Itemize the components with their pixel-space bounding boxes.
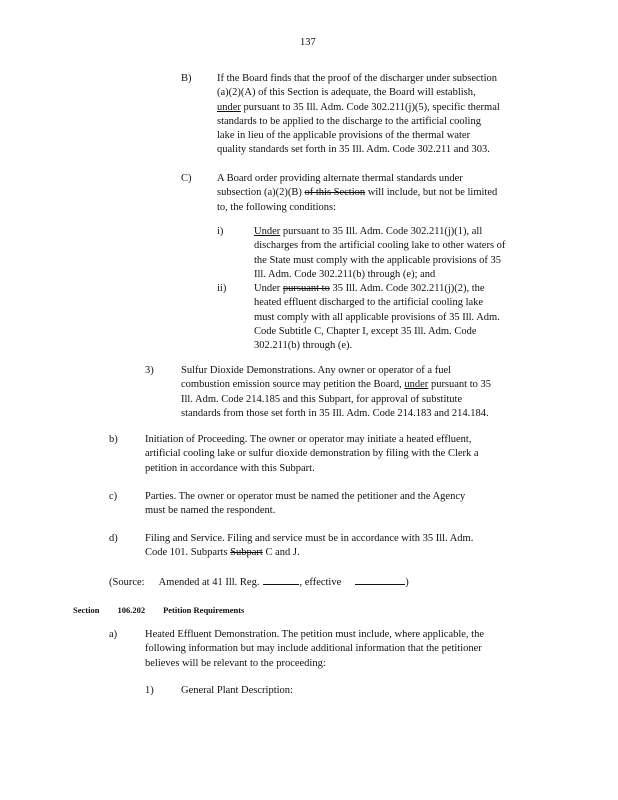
paragraph-a: Heated Effluent Demonstration. The petition must include, where applicable, the following information but may include additional information that the petitioner believes will be relevant to the proceeding: [145, 629, 485, 669]
section-heading [73, 603, 244, 617]
item-label: a) [109, 629, 118, 640]
page-number: 137 [300, 37, 316, 48]
paragraph-b: Initiation of Proceeding. The owner or operator may initiate a heated effluent, artificial cooling lake or sulfur dioxide demonstration by filing with the Clerk a petition in accordance with this Subpart. [145, 434, 479, 474]
section-title: Petition Requirements [163, 605, 245, 615]
paragraph-Cii: Under pursuant to 35 Ill. Adm. Code 302.211(j)(2), the heated effluent discharged to the artificial cooling lake must comply with all applicable provisions of 35 Ill. Adm. Code Subtitle C, Chapter I, except 35 Ill. Adm. Code 302.211(b) through (e). [254, 283, 500, 352]
item-label: 1) [145, 685, 154, 696]
source-note: (Source: Amended at 41 Ill. Reg. , effective ) [109, 574, 409, 590]
paragraph-C: A Board order providing alternate thermal standards under subsection (a)(2)(B) of this Section will include, but not be limited to, the following conditions: [217, 173, 498, 213]
item-label: c) [109, 491, 118, 502]
section-number: 106.202 [117, 605, 146, 615]
item-label: i) [217, 226, 224, 237]
paragraph-d: Filing and Service. Filing and service must be in accordance with 35 Ill. Adm. Code 101. Subparts Subpart C and J. [145, 533, 474, 559]
item-label: d) [109, 533, 118, 544]
section-word: Section [73, 605, 100, 615]
item-label: b) [109, 434, 118, 445]
item-label: ii) [217, 283, 227, 294]
paragraph-B: If the Board finds that the proof of the discharger under subsection (a)(2)(A) of this Section is adequate, the Board will establish, under pursuant to 35 Ill. Adm. Code 302.211(j)(5), specific thermal standards to be applied to the discharge to the artificial cooling lake in lieu of the applicable provisions of the thermal water quality standards set forth in 35 Ill. Adm. Code 302.211 and 303. [217, 73, 500, 156]
paragraph-3: Sulfur Dioxide Demonstrations. Any owner or operator of a fuel combustion emission source may petition the Board, under pursuant to 35 Ill. Adm. Code 214.185 and this Subpart, for approval of substitute standards from those set forth in 35 Ill. Adm. Code 214.183 and 214.184. [181, 365, 492, 419]
item-label: 3) [145, 365, 154, 376]
item-label: B) [181, 73, 192, 84]
paragraph-c: Parties. The owner or operator must be named the petitioner and the Agency must be named the respondent. [145, 491, 466, 517]
item-label: C) [181, 173, 192, 184]
paragraph-a1: General Plant Description: [181, 685, 293, 696]
paragraph-Ci: Under pursuant to 35 Ill. Adm. Code 302.211(j)(1), all discharges from the artificial cooling lake to other waters of the State must comply with the applicable provisions of 35 Ill. Adm. Code 302.211(b) through (e); and [254, 226, 506, 280]
